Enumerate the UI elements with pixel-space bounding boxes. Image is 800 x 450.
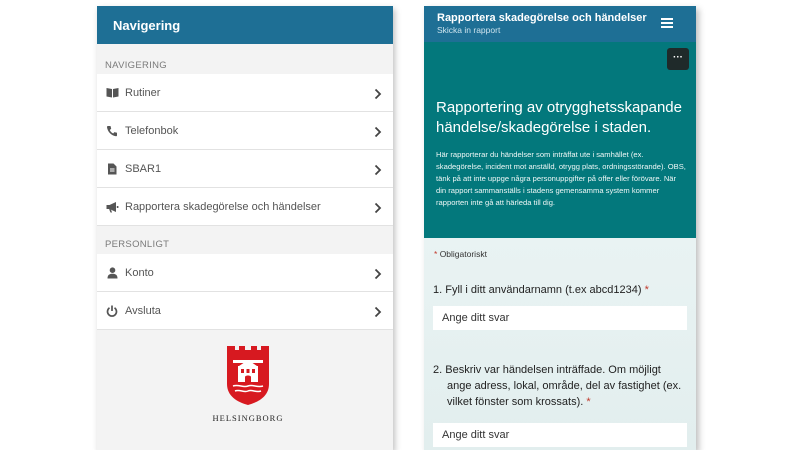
answer-input-1[interactable]: [433, 306, 687, 330]
hamburger-menu-icon[interactable]: [661, 18, 673, 28]
logo-text: HELSINGBORG: [212, 413, 284, 423]
nav-item-label: Telefonbok: [125, 124, 179, 137]
answer-input-2[interactable]: [433, 423, 687, 447]
document-icon: [105, 162, 119, 176]
nav-item-telefonbok[interactable]: [97, 112, 393, 150]
helsingborg-logo: [203, 344, 293, 423]
power-icon: [105, 304, 119, 318]
nav-header: [97, 6, 393, 44]
question-number: 1.: [433, 284, 443, 296]
required-note-text: Obligatoriskt: [439, 249, 487, 259]
required-note: [434, 249, 487, 259]
more-options-button[interactable]: ···: [667, 48, 689, 70]
chevron-right-icon: [373, 267, 383, 279]
question-1: [433, 282, 683, 298]
nav-item-rutiner[interactable]: [97, 74, 393, 112]
navigation-screen: [97, 6, 393, 450]
form-header: [424, 6, 696, 42]
nav-item-label: Avsluta: [125, 304, 161, 317]
form-title: Rapportering av otrygghetsskapande händelse/skadegörelse i staden.: [436, 99, 682, 136]
nav-item-konto[interactable]: [97, 254, 393, 292]
nav-item-rapportera[interactable]: [97, 188, 393, 226]
form-body: [424, 238, 696, 450]
phone-icon: [105, 124, 119, 138]
section-title-navigering: NAVIGERING: [105, 60, 167, 71]
chevron-right-icon: [373, 163, 383, 175]
logo-area: [97, 332, 393, 450]
nav-item-label: Konto: [125, 266, 154, 279]
book-icon: [105, 86, 119, 100]
required-star: *: [586, 396, 591, 408]
question-text: Fyll i ditt användarnamn (t.ex abcd1234): [445, 284, 642, 296]
city-crest-icon: [225, 344, 271, 406]
chevron-right-icon: [373, 87, 383, 99]
chevron-right-icon: [373, 201, 383, 213]
nav-item-label: Rapportera skadegörelse och händelser: [125, 200, 321, 213]
nav-header-title: Navigering: [113, 17, 181, 33]
nav-item-label: SBAR1: [125, 162, 162, 175]
required-star: *: [434, 249, 438, 259]
user-icon: [105, 266, 119, 280]
chevron-right-icon: [373, 125, 383, 137]
form-description: Här rapporterar du händelser som inträffat ute i samhället (ex. skadegörelse, incident mot anställd, otrygg plats, ordningsstörande). OBS, tänk på att inte uppge några personuppgifter på offer eller förövare. När din rapport sammanställs i stadens gemensamma system kommer rapporten inte gå att härleda till dig.: [436, 150, 686, 207]
report-form-screen: [424, 6, 696, 450]
megaphone-icon: [105, 200, 119, 214]
form-header-subtitle: Skicka in rapport: [437, 25, 501, 35]
chevron-right-icon: [373, 305, 383, 317]
nav-item-avsluta[interactable]: [97, 292, 393, 330]
question-2: [433, 362, 683, 410]
question-text: Beskriv var händelsen inträffade. Om möjligt ange adress, lokal, område, del av fastighet (ex. vilket fönster som krossats).: [445, 364, 682, 408]
required-star: *: [644, 284, 649, 296]
question-number: 2.: [433, 364, 443, 376]
nav-item-sbar1[interactable]: [97, 150, 393, 188]
form-header-title: Rapportera skadegörelse och händelser: [437, 12, 647, 24]
nav-item-label: Rutiner: [125, 86, 161, 99]
section-title-personligt: PERSONLIGT: [105, 239, 170, 250]
form-banner: [424, 42, 696, 238]
